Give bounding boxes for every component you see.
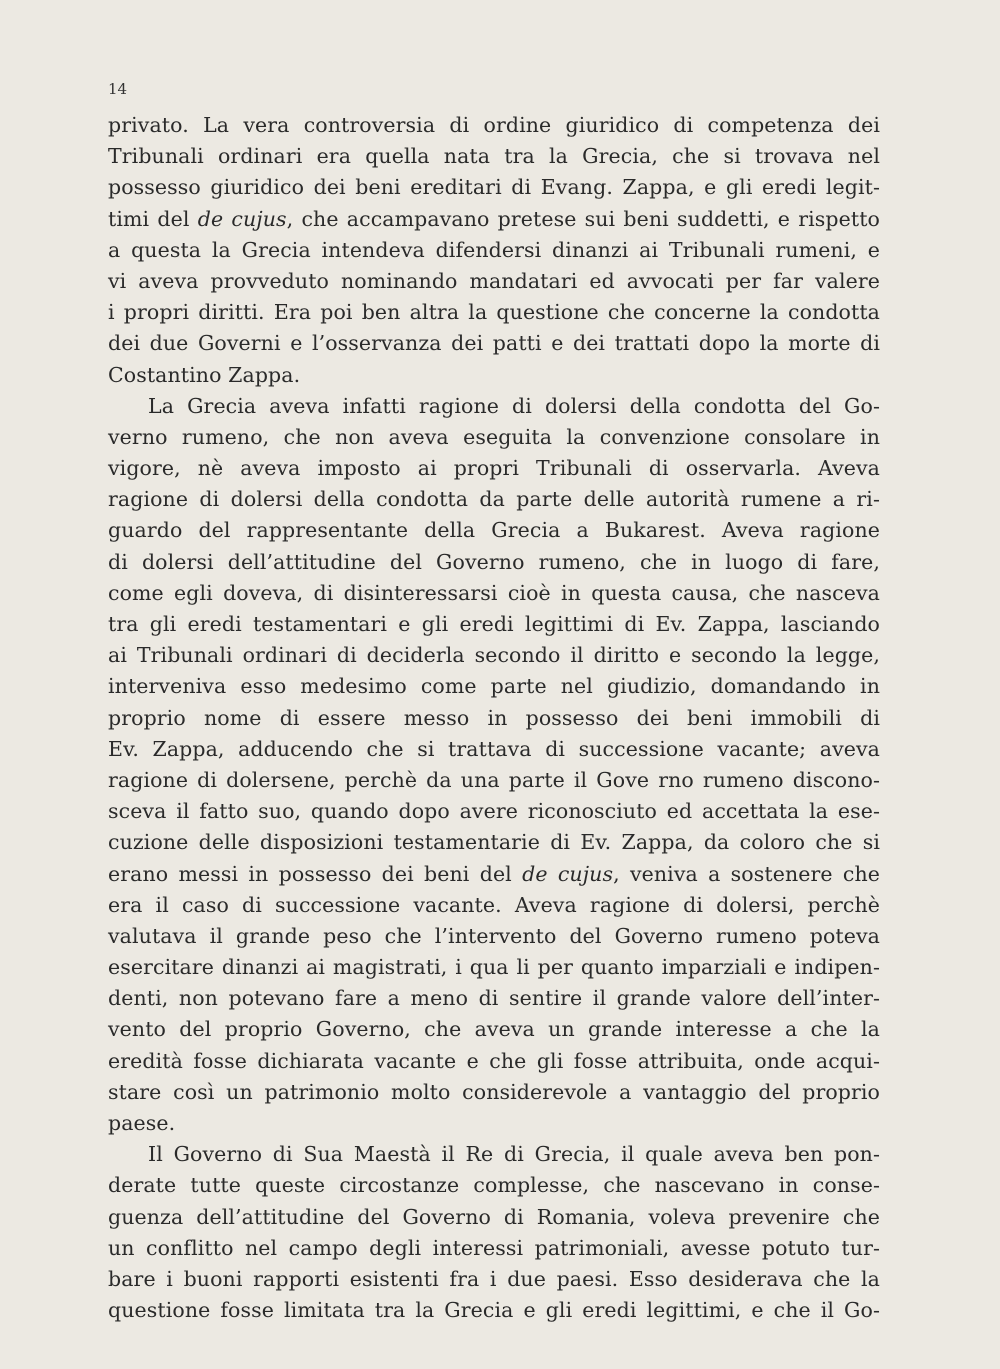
text-line: denti, non potevano fare a meno di sentire il grande valore dell’inter- <box>108 986 880 1011</box>
text-line: bare i buoni rapporti esistenti fra i due paesi. Esso desiderava che la <box>108 1266 880 1291</box>
text-line: verno rumeno, che non aveva eseguita la convenzione consolare in <box>108 424 880 449</box>
text-line: vento del proprio Governo, che aveva un grande interesse a che la <box>108 1017 880 1042</box>
text-line: vigore, nè aveva imposto ai propri Tribunali di osservarla. Aveva <box>108 456 880 481</box>
text-line: Il Governo di Sua Maestà il Re di Grecia, il quale aveva ben pon- <box>148 1142 880 1167</box>
text-line: derate tutte queste circostanze complesse, che nascevano in conse- <box>108 1173 880 1198</box>
text-line: di dolersi dell’attitudine del Governo rumeno, che in luogo di fare, <box>108 549 880 574</box>
text-line: ragione di dolersene, perchè da una parte il Gove rno rumeno discono- <box>108 767 880 792</box>
text-line: questione fosse limitata tra la Grecia e gli eredi legittimi, e che il Go- <box>108 1298 880 1323</box>
text-line: i propri diritti. Era poi ben altra la questione che concerne la condotta <box>108 300 880 325</box>
text-line: eredità fosse dichiarata vacante e che gli fosse attribuita, onde acqui- <box>108 1048 880 1073</box>
italic-term: de cujus <box>522 861 614 886</box>
text-line: ragione di dolersi della condotta da parte delle autorità rumene a ri- <box>108 487 880 512</box>
text-line: guenza dell’attitudine del Governo di Romania, voleva prevenire che <box>108 1204 880 1229</box>
text-line: Tribunali ordinari era quella nata tra la Grecia, che si trovava nel <box>108 144 880 169</box>
text-line: interveniva esso medesimo come parte nel giudizio, domandando in <box>108 674 880 699</box>
text-line: ai Tribunali ordinari di deciderla secondo il diritto e secondo la legge, <box>108 643 880 668</box>
body-text <box>108 110 880 1326</box>
text-line: Ev. Zappa, adducendo che si trattava di successione vacante; aveva <box>108 736 880 761</box>
text-line: valutava il grande peso che l’intervento del Governo rumeno poteva <box>108 923 880 948</box>
text-line: a questa la Grecia intendeva difendersi dinanzi ai Tribunali rumeni, e <box>108 237 880 262</box>
text-line: guardo del rappresentante della Grecia a Bukarest. Aveva ragione <box>108 518 880 543</box>
text-line: privato. La vera controversia di ordine giuridico di competenza dei <box>108 113 880 137</box>
text-line: possesso giuridico dei beni ereditari di Evang. Zappa, e gli eredi legit- <box>108 175 880 200</box>
text-line: sceva il fatto suo, quando dopo avere riconosciuto ed accettata la ese- <box>108 799 880 824</box>
text-line: dei due Governi e l’osservanza dei patti e dei trattati dopo la morte di <box>108 331 880 356</box>
page-number: 14 <box>108 80 128 98</box>
text-line: un conflitto nel campo degli interessi patrimoniali, avesse potuto tur- <box>108 1235 880 1260</box>
text-line: proprio nome di essere messo in possesso dei beni immobili di <box>108 705 880 730</box>
text-line: cuzione delle disposizioni testamentarie di Ev. Zappa, da coloro che si <box>108 830 880 855</box>
text-line: vi aveva provveduto nominando mandatari ed avvocati per far valere <box>108 268 880 293</box>
text-line: paese. <box>108 1111 176 1135</box>
text-line: tra gli eredi testamentari e gli eredi legittimi di Ev. Zappa, lasciando <box>108 612 880 636</box>
text-line: timi del de cujus, che accampavano pretese sui beni suddetti, e rispetto <box>108 206 880 231</box>
text-line: era il caso di successione vacante. Aveva ragione di dolersi, perchè <box>108 892 880 917</box>
italic-term: de cujus <box>197 206 287 231</box>
text-line: esercitare dinanzi ai magistrati, i qua li per quanto imparziali e indipen- <box>108 955 880 980</box>
text-line: erano messi in possesso dei beni del de cujus, veniva a sostenere che <box>108 861 880 886</box>
text-line: Costantino Zappa. <box>108 362 301 387</box>
text-line: come egli doveva, di disinteressarsi cioè in questa causa, che nasceva <box>108 580 880 605</box>
text-line: La Grecia aveva infatti ragione di dolersi della condotta del Go- <box>148 393 880 418</box>
text-line: stare così un patrimonio molto considerevole a vantaggio del proprio <box>108 1079 880 1104</box>
